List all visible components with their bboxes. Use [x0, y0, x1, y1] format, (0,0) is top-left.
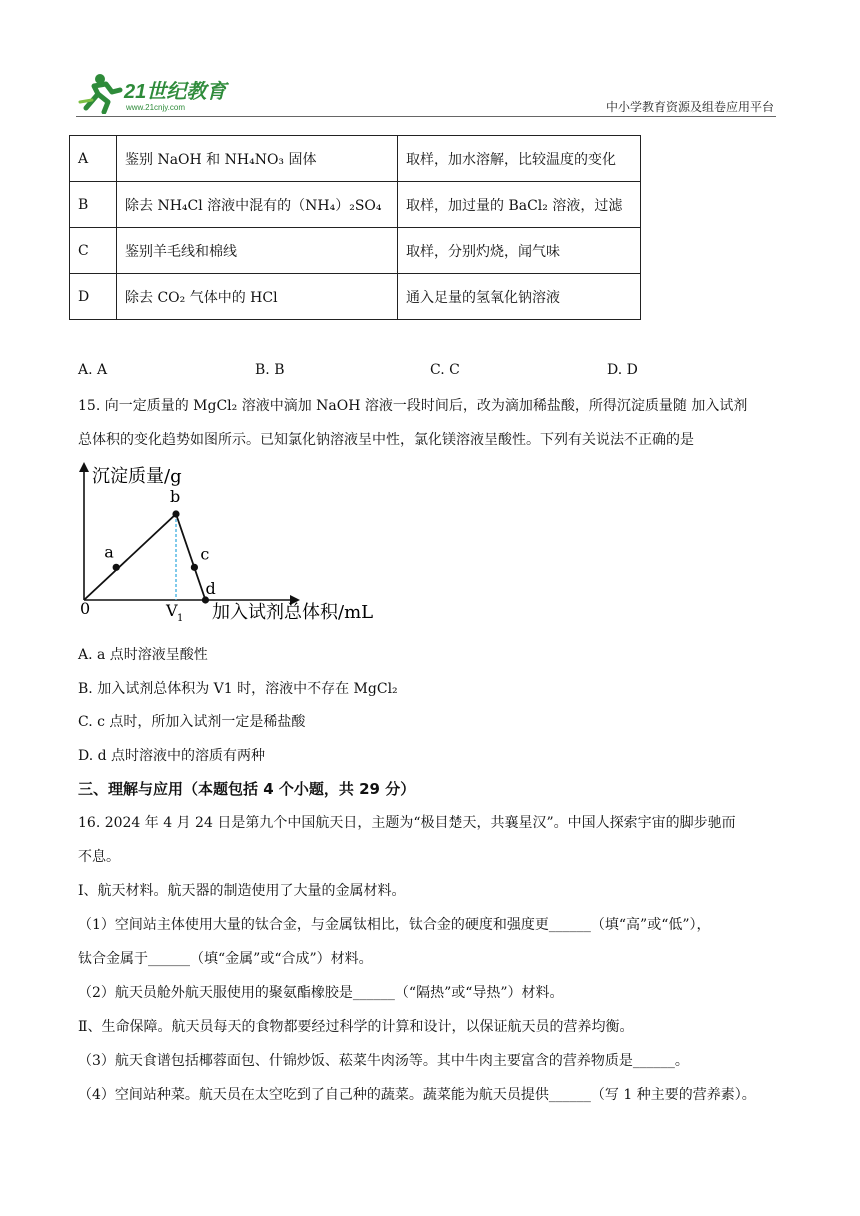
q15-option-a: A. a 点时溶液呈酸性: [78, 647, 208, 663]
row-method: 取样，加水溶解，比较温度的变化: [398, 136, 641, 182]
q16-part1-title: Ⅰ、航天材料。航天器的制造使用了大量的金属材料。: [78, 883, 406, 899]
row-item: 鉴别 NaOH 和 NH₄NO₃ 固体: [117, 136, 398, 182]
q16-q2: （2）航天员舱外航天服使用的聚氨酯橡胶是______（“隔热”或“导热”）材料。: [78, 985, 564, 1001]
row-item: 除去 CO₂ 气体中的 HCl: [117, 274, 398, 320]
site-logo: [78, 70, 238, 114]
point-c: [191, 564, 198, 571]
point-label-a: a: [104, 542, 114, 562]
row-label: C: [70, 228, 117, 274]
row-method: 通入足量的氢氧化钠溶液: [398, 274, 641, 320]
q14-choice-a: A. A: [78, 362, 108, 378]
q16-q1-line1: （1）空间站主体使用大量的钛合金，与金属钛相比，钛合金的硬度和强度更______（填“高”或“低”），: [78, 917, 711, 933]
logo-text: 21世纪教育: [124, 81, 227, 103]
point-label-c: c: [200, 544, 210, 564]
q16-stem-line2: 不息。: [78, 849, 120, 865]
table-row: [70, 136, 641, 182]
q15-option-b: B. 加入试剂总体积为 V1 时，溶液中不存在 MgCl₂: [78, 681, 398, 697]
section-title: 三、理解与应用（本题包括 4 个小题，共 29 分）: [78, 780, 416, 798]
q15-stem-line2: 总体积的变化趋势如图所示。已知氯化钠溶液呈中性，氯化镁溶液呈酸性。下列有关说法不正确的是: [78, 432, 694, 448]
series-line: [84, 514, 205, 600]
q16-stem-line1: 16. 2024 年 4 月 24 日是第九个中国航天日，主题为“极目楚天，共襄星汉”。中国人探索宇宙的脚步驰而: [78, 815, 736, 831]
row-item: 鉴别羊毛线和棉线: [117, 228, 398, 274]
platform-name: 中小学教育资源及组卷应用平台: [605, 100, 774, 114]
y-axis-arrow: [79, 462, 89, 472]
q16-q3: （3）航天食谱包括椰蓉面包、什锦炒饭、菘菜牛肉汤等。其中牛肉主要富含的营养物质是______。: [78, 1053, 689, 1069]
options-table: [69, 135, 641, 320]
v1-label: V: [166, 601, 178, 620]
table-row: [70, 274, 641, 320]
row-method: 取样，分别灼烧，闻气味: [398, 228, 641, 274]
row-label: D: [70, 274, 117, 320]
header-divider: [76, 116, 776, 117]
q16-part2-title: Ⅱ、生命保障。航天员每天的食物都要经过科学的计算和设计，以保证航天员的营养均衡。: [78, 1019, 634, 1035]
runner-icon: [80, 74, 120, 112]
q14-choice-d: D. D: [607, 362, 638, 378]
point-a: [113, 564, 120, 571]
table-row: [70, 228, 641, 274]
q14-choice-b: B. B: [255, 362, 285, 378]
row-label: A: [70, 136, 117, 182]
y-axis-label: 沉淀质量/g: [92, 466, 182, 487]
v1-subscript: 1: [177, 613, 184, 624]
row-method: 取样，加过量的 BaCl₂ 溶液，过滤: [398, 182, 641, 228]
logo-subtext: www.21cnjy.com: [126, 103, 185, 112]
point-label-b: b: [170, 487, 181, 506]
point-b: [172, 510, 179, 517]
row-item: 除去 NH₄Cl 溶液中混有的（NH₄）₂SO₄: [117, 182, 398, 228]
q15-option-d: D. d 点时溶液中的溶质有两种: [78, 748, 266, 764]
row-label: B: [70, 182, 117, 228]
q14-choice-c: C. C: [430, 362, 460, 378]
origin-label: 0: [80, 599, 91, 618]
q16-q4: （4）空间站种菜。航天员在太空吃到了自己种的蔬菜。蔬菜能为航天员提供______（写 1 种主要的营养素）。: [78, 1087, 756, 1103]
q15-stem-line1: 15. 向一定质量的 MgCl₂ 溶液中滴加 NaOH 溶液一段时间后，改为滴加稀盐酸，所得沉淀质量随 加入试剂: [78, 398, 748, 414]
q15-option-c: C. c 点时，所加入试剂一定是稀盐酸: [78, 714, 306, 730]
x-axis-label: 加入试剂总体积/mL: [212, 602, 374, 623]
table-row: [70, 182, 641, 228]
q16-q1-line2: 钛合金属于______（填“金属”或“合成”）材料。: [78, 951, 373, 967]
point-label-d: d: [205, 579, 216, 598]
precipitate-chart: [70, 460, 390, 630]
